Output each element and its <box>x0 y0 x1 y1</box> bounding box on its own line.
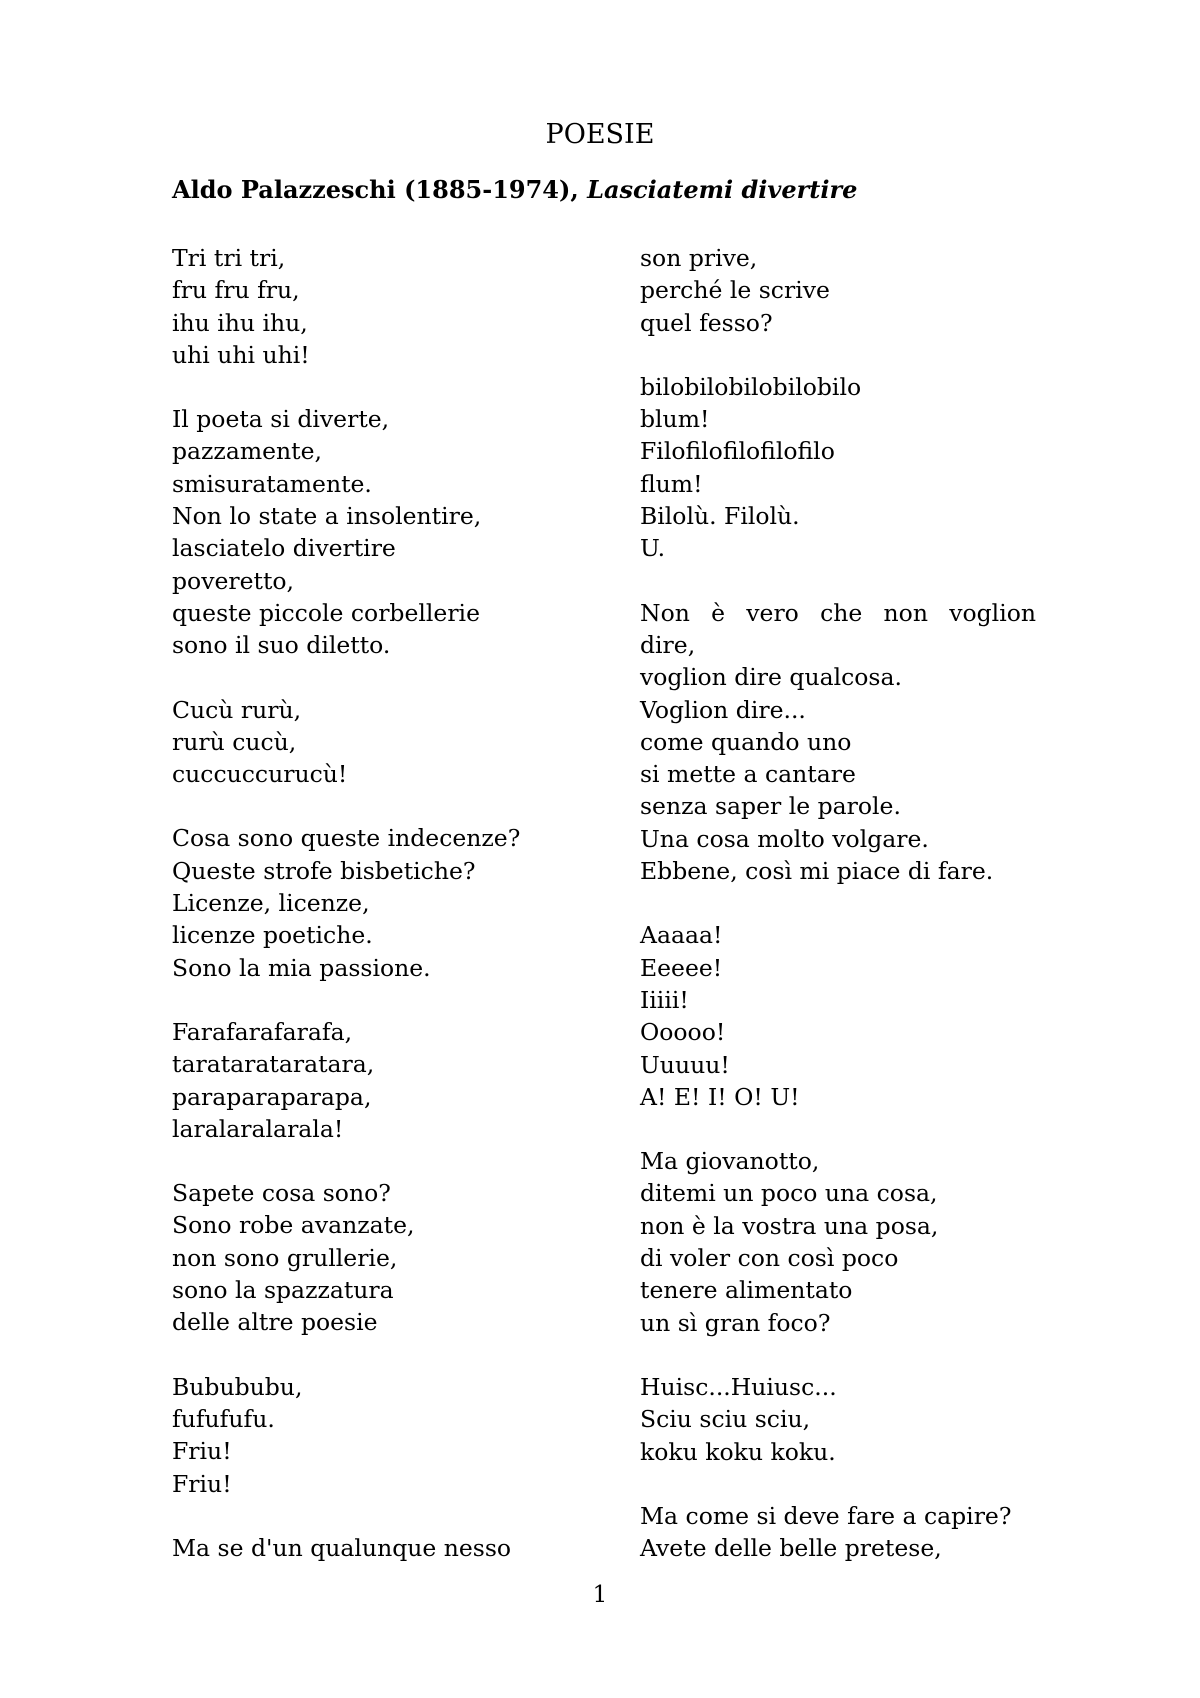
poem-line: voglion dire qualcosa. <box>640 663 902 692</box>
poem-line: Ma se d'un qualunque nesso <box>172 1533 512 1562</box>
poem-line: ihu ihu ihu, <box>172 308 308 337</box>
poem-line: pazzamente, <box>172 437 322 466</box>
poem-line: Sciu sciu sciu, <box>640 1405 811 1434</box>
poem-author: Aldo Palazzeschi (1885-1974), <box>172 175 579 204</box>
page-number: 1 <box>592 1582 608 1608</box>
poem-line: taratarataratara, <box>172 1050 375 1079</box>
stanza <box>640 597 1036 888</box>
poem-line: Sono robe avanzate, <box>172 1211 415 1240</box>
poem-line: Eeeee! <box>640 953 723 982</box>
poem-line: Non è vero che non voglion <box>640 598 1036 627</box>
poem-column-left <box>172 242 552 1596</box>
poem-line: Voglion dire... <box>640 695 806 724</box>
poem-line: cuccuccurucù! <box>172 760 348 789</box>
poem-line: Bilolù. Filolù. <box>640 502 800 531</box>
stanza <box>172 242 552 371</box>
poem-line: fru fru fru, <box>172 276 300 305</box>
stanza <box>640 371 1036 565</box>
poem-line: rurù cucù, <box>172 727 297 756</box>
poem-line: dire, <box>640 630 696 659</box>
poem-line: koku koku koku. <box>640 1437 836 1466</box>
poem-line: tenere alimentato <box>640 1276 853 1305</box>
poem-line: Aaaaa! <box>640 921 723 950</box>
poem-line: non è la vostra una posa, <box>640 1211 939 1240</box>
stanza <box>172 403 552 661</box>
poem-line: Sapete cosa sono? <box>172 1179 391 1208</box>
poem-line: Tri tri tri, <box>172 244 286 272</box>
poem-line: U. <box>640 534 666 563</box>
poem-line: Friu! <box>172 1437 232 1466</box>
stanza <box>640 242 1036 339</box>
stanza <box>172 1371 552 1500</box>
stanza <box>640 1500 1036 1565</box>
poem-line: Una cosa molto volgare. <box>640 824 929 853</box>
poem-line: Bubububu, <box>172 1372 303 1401</box>
poem-line: smisuratamente. <box>172 469 372 498</box>
poem-line: quel fesso? <box>640 308 773 337</box>
stanza <box>640 1371 1036 1468</box>
poem-line: si mette a cantare <box>640 760 856 789</box>
poem-column-right <box>640 242 1036 1596</box>
poem-title: Lasciatemi divertire <box>587 175 858 204</box>
poem-line: flum! <box>640 469 703 498</box>
poem-line: Uuuuu! <box>640 1050 730 1079</box>
poem-line: non sono grullerie, <box>172 1243 398 1272</box>
poem-line: Iiiii! <box>640 985 689 1014</box>
poem-line: Queste strofe bisbetiche? <box>172 856 476 885</box>
poem-line: licenze poetiche. <box>172 921 373 950</box>
poem-line: Farafarafarafa, <box>172 1017 353 1046</box>
poem-line: Huisc...Huiusc... <box>640 1372 837 1401</box>
poem-line: blum! <box>640 405 710 434</box>
poem-line: Cosa sono queste indecenze? <box>172 824 521 853</box>
poem-line: senza saper le parole. <box>640 792 901 821</box>
poem-line: paraparaparapa, <box>172 1082 372 1111</box>
poem-line: laralaralarala! <box>172 1114 344 1143</box>
poem-line: di voler con così poco <box>640 1244 899 1273</box>
poem-line: delle altre poesie <box>172 1308 378 1337</box>
poem-heading <box>172 175 857 205</box>
poem-line: Sono la mia passione. <box>172 953 431 982</box>
poem-line: fufufufu. <box>172 1404 275 1433</box>
poem-line: queste piccole corbellerie <box>172 598 480 627</box>
poem-line: Ma come si deve fare a capire? <box>640 1501 1012 1530</box>
poem-line: sono la spazzatura <box>172 1276 394 1305</box>
poem-line: uhi uhi uhi! <box>172 340 310 369</box>
poem-line: bilobilobilobilobilo <box>640 372 862 401</box>
poem-line: Avete delle belle pretese, <box>640 1534 942 1563</box>
stanza <box>172 1016 552 1145</box>
stanza <box>172 694 552 791</box>
poem-line: Cucù rurù, <box>172 695 302 724</box>
poem-line: Ooooo! <box>640 1018 726 1047</box>
poem-line: lasciatelo divertire <box>172 534 396 563</box>
poem-line: un sì gran foco? <box>640 1308 831 1337</box>
poem-line: A! E! I! O! U! <box>640 1082 800 1111</box>
stanza <box>172 1177 552 1338</box>
poem-line: Filofilofilofilofilo <box>640 437 835 466</box>
poem-line: son prive, <box>640 244 758 272</box>
poem-line: Licenze, licenze, <box>172 889 370 918</box>
stanza <box>172 822 552 983</box>
page-title: POESIE <box>545 119 655 150</box>
poem-line: ditemi un poco una cosa, <box>640 1179 938 1208</box>
poem-line: Il poeta si diverte, <box>172 405 390 434</box>
poem-line: Non lo state a insolentire, <box>172 502 482 531</box>
stanza <box>172 1532 552 1564</box>
poem-line: perché le scrive <box>640 276 830 305</box>
stanza <box>640 1145 1036 1339</box>
poem-line: sono il suo diletto. <box>172 631 391 660</box>
poem-line: poveretto, <box>172 566 295 595</box>
stanza <box>640 919 1036 1113</box>
poem-line: come quando uno <box>640 727 852 756</box>
poem-line: Ma giovanotto, <box>640 1147 820 1176</box>
poem-line: Friu! <box>172 1469 232 1498</box>
poem-line: Ebbene, così mi piace di fare. <box>640 857 994 886</box>
